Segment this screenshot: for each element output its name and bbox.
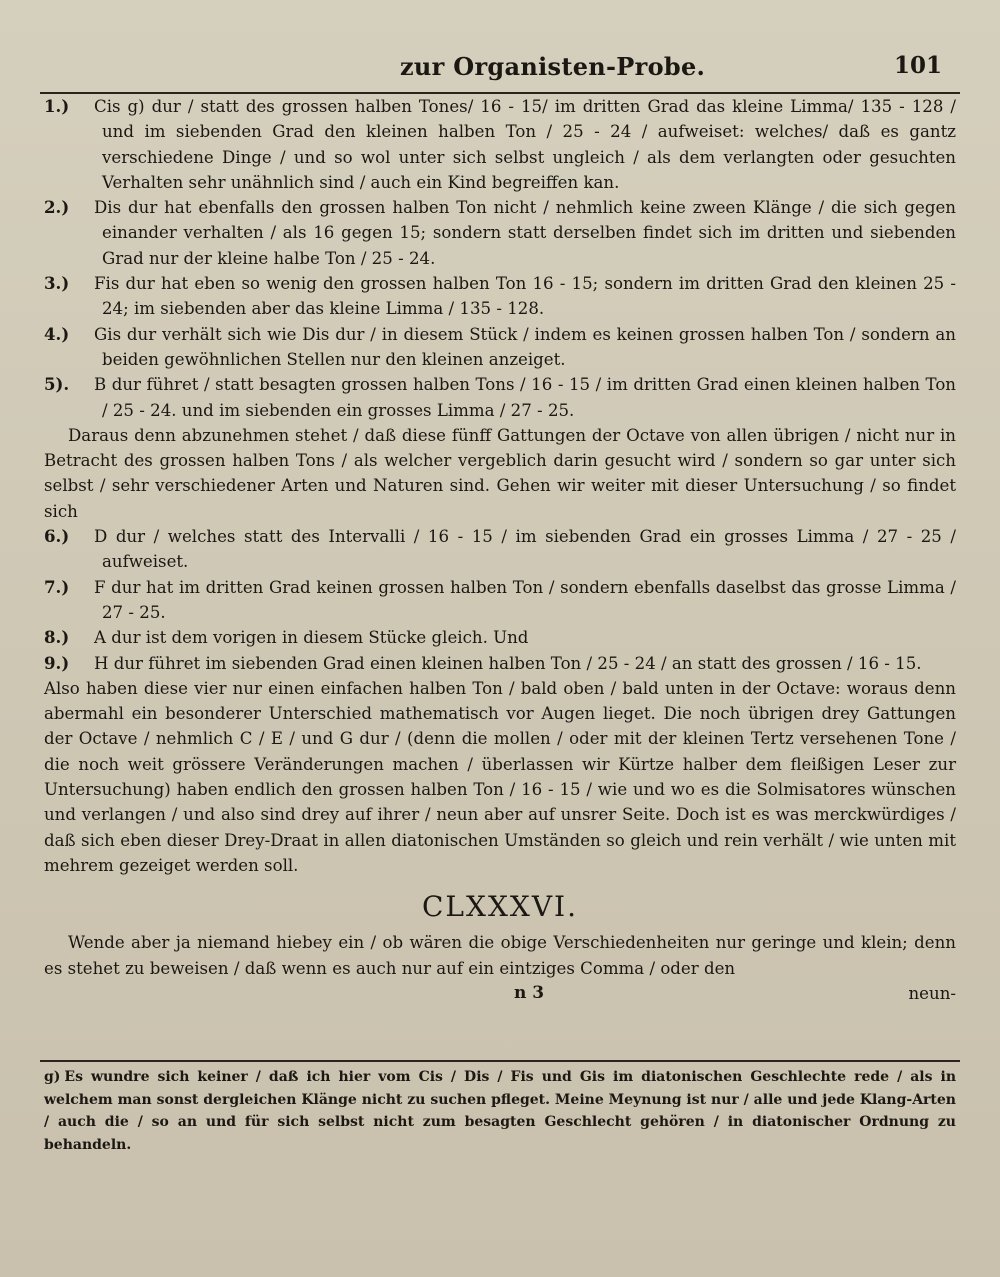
- section-heading: CLXXXVI.: [422, 890, 578, 924]
- list-item-9: [44, 651, 956, 676]
- list-item-text: B dur führet / statt besagten grossen halben Tons / 16 - 15 / im dritten Grad einen kleinen halben Ton / 25 - 24. und im siebenden ein grosses Limma / 27 - 25.: [94, 375, 956, 420]
- paragraph-1: Daraus denn abzunehmen stehet / daß diese fünff Gattungen der Octave von allen übrigen / nicht nur in Betracht des grossen halben Tons / als welcher vergeblich darin gesucht wird / sondern so gar unter sich selbst / sehr verschiedener Arten und Naturen sind. Gehen wir weiter mit dieser Untersuchung / so findet sich: [44, 425, 956, 521]
- footnote-mark: g): [44, 1069, 61, 1085]
- list-item-5: [44, 372, 956, 423]
- paragraph-3: Wende aber ja niemand hiebey ein / ob wären die obige Verschiedenheiten nur geringe und klein; denn es stehet zu beweisen / daß wenn es auch nur auf ein eintziges Comma / oder den: [44, 933, 956, 978]
- footnote-text: Es wundre sich keiner / daß ich hier vom Cis / Dis / Fis und Gis im diatonischen Geschlechte rede / als in welchem man sonst dergleichen Klänge nicht zu suchen pfleget. Meine Meynung ist nur / alle und jede Klang-Arten / auch die / so an und für sich selbst nicht zum besagten Geschlecht gehören / in diatonischer Ordnung zu behandeln.: [44, 1069, 956, 1153]
- list-item-text: H dur führet im siebenden Grad einen kleinen halben Ton / 25 - 24 / an statt des grossen / 16 - 15.: [94, 653, 922, 673]
- list-item-number: 8.): [44, 627, 70, 648]
- main-text: [44, 94, 956, 1005]
- list-item-6: [44, 524, 956, 575]
- page-header: [40, 44, 960, 84]
- signature-mark: n 3: [514, 982, 545, 1003]
- list-item-1: [44, 94, 956, 195]
- page-number: 101: [893, 52, 942, 79]
- list-item-number: 9.): [44, 652, 70, 673]
- list-item-3: [44, 271, 956, 322]
- footnote: [44, 1066, 956, 1156]
- list-item-text: F dur hat im dritten Grad keinen grossen halben Ton / sondern ebenfalls daselbst das grosse Limma / 27 - 25.: [94, 577, 956, 622]
- catchword: neun-: [908, 983, 956, 1003]
- list-item-number: 3.): [44, 273, 70, 294]
- list-item-number: 1.): [44, 96, 70, 116]
- list-item-8: [44, 625, 956, 650]
- signature-line: [44, 981, 956, 1005]
- running-head: zur Organisten-Probe.: [400, 52, 706, 81]
- list-item-text: Gis dur verhält sich wie Dis dur / in diesem Stück / indem es keinen grossen halben Ton / sondern an beiden gewöhnlichen Stellen nur den kleinen anzeiget.: [94, 324, 956, 369]
- list-item-7: [44, 575, 956, 626]
- paragraph-2: Also haben diese vier nur einen einfachen halben Ton / bald oben / bald unten in der Octave: woraus denn abermahl ein besonderer Unterschied mathematisch vor Augen lieget. Die noch übrigen drey Gattungen der Octave / nehmlich C / E / und G dur / (denn die mollen / oder mit der kleinen Tertz versehenen Tone / die noch weit grössere Veränderungen machen / überlassen wir Kürtze halber dem fleißigen Leser zur Untersuchung) haben endlich den grossen halben Ton / 16 - 15 / wie und wo es die Solmisatores wünschen und verlangen / und also sind drey auf ihrer / neun aber auf unsrer Seite. Doch ist es was merckwürdiges / daß sich eben dieser Drey-Draat in allen diatonischen Umständen so gleich und rein verhält / wie unten mit mehrem gezeiget werden soll.: [44, 678, 956, 875]
- list-item-2: [44, 195, 956, 271]
- list-item-text: A dur ist dem vorigen in diesem Stücke gleich. Und: [94, 628, 529, 648]
- list-item-number: 6.): [44, 526, 70, 547]
- list-item-number: 5).: [44, 374, 70, 395]
- list-item-text: Cis g) dur / statt des grossen halben Tones/ 16 - 15/ im dritten Grad das kleine Limma/ 135 - 128 / und im siebenden Grad den kleinen halben Ton / 25 - 24 / aufweiset: welches/ daß es gantz verschiedene Dinge / und so wol unter sich selbst ungleich / als dem verlangten oder gesuchten Verhalten sehr unähnlich sind / auch ein Kind begreiffen kan.: [94, 97, 956, 192]
- footnote-rule: [40, 1060, 960, 1062]
- list-item-text: Dis dur hat ebenfalls den grossen halben Ton nicht / nehmlich keine zween Klänge / die sich gegen einander verhalten / als 16 gegen 15; sondern statt derselben findet sich im dritten und siebenden Grad nur der kleine halbe Ton / 25 - 24.: [94, 198, 956, 268]
- list-item-number: 4.): [44, 323, 70, 344]
- list-item-4: [44, 322, 956, 373]
- list-item-text: D dur / welches statt des Intervalli / 16 - 15 / im siebenden Grad ein grosses Limma / 27 - 25 / aufweiset.: [94, 527, 956, 572]
- list-item-number: 7.): [44, 576, 70, 597]
- list-item-number: 2.): [44, 197, 70, 218]
- list-item-text: Fis dur hat eben so wenig den grossen halben Ton 16 - 15; sondern im dritten Grad den kleinen 25 - 24; im siebenden aber das kleine Limma / 135 - 128.: [94, 274, 956, 319]
